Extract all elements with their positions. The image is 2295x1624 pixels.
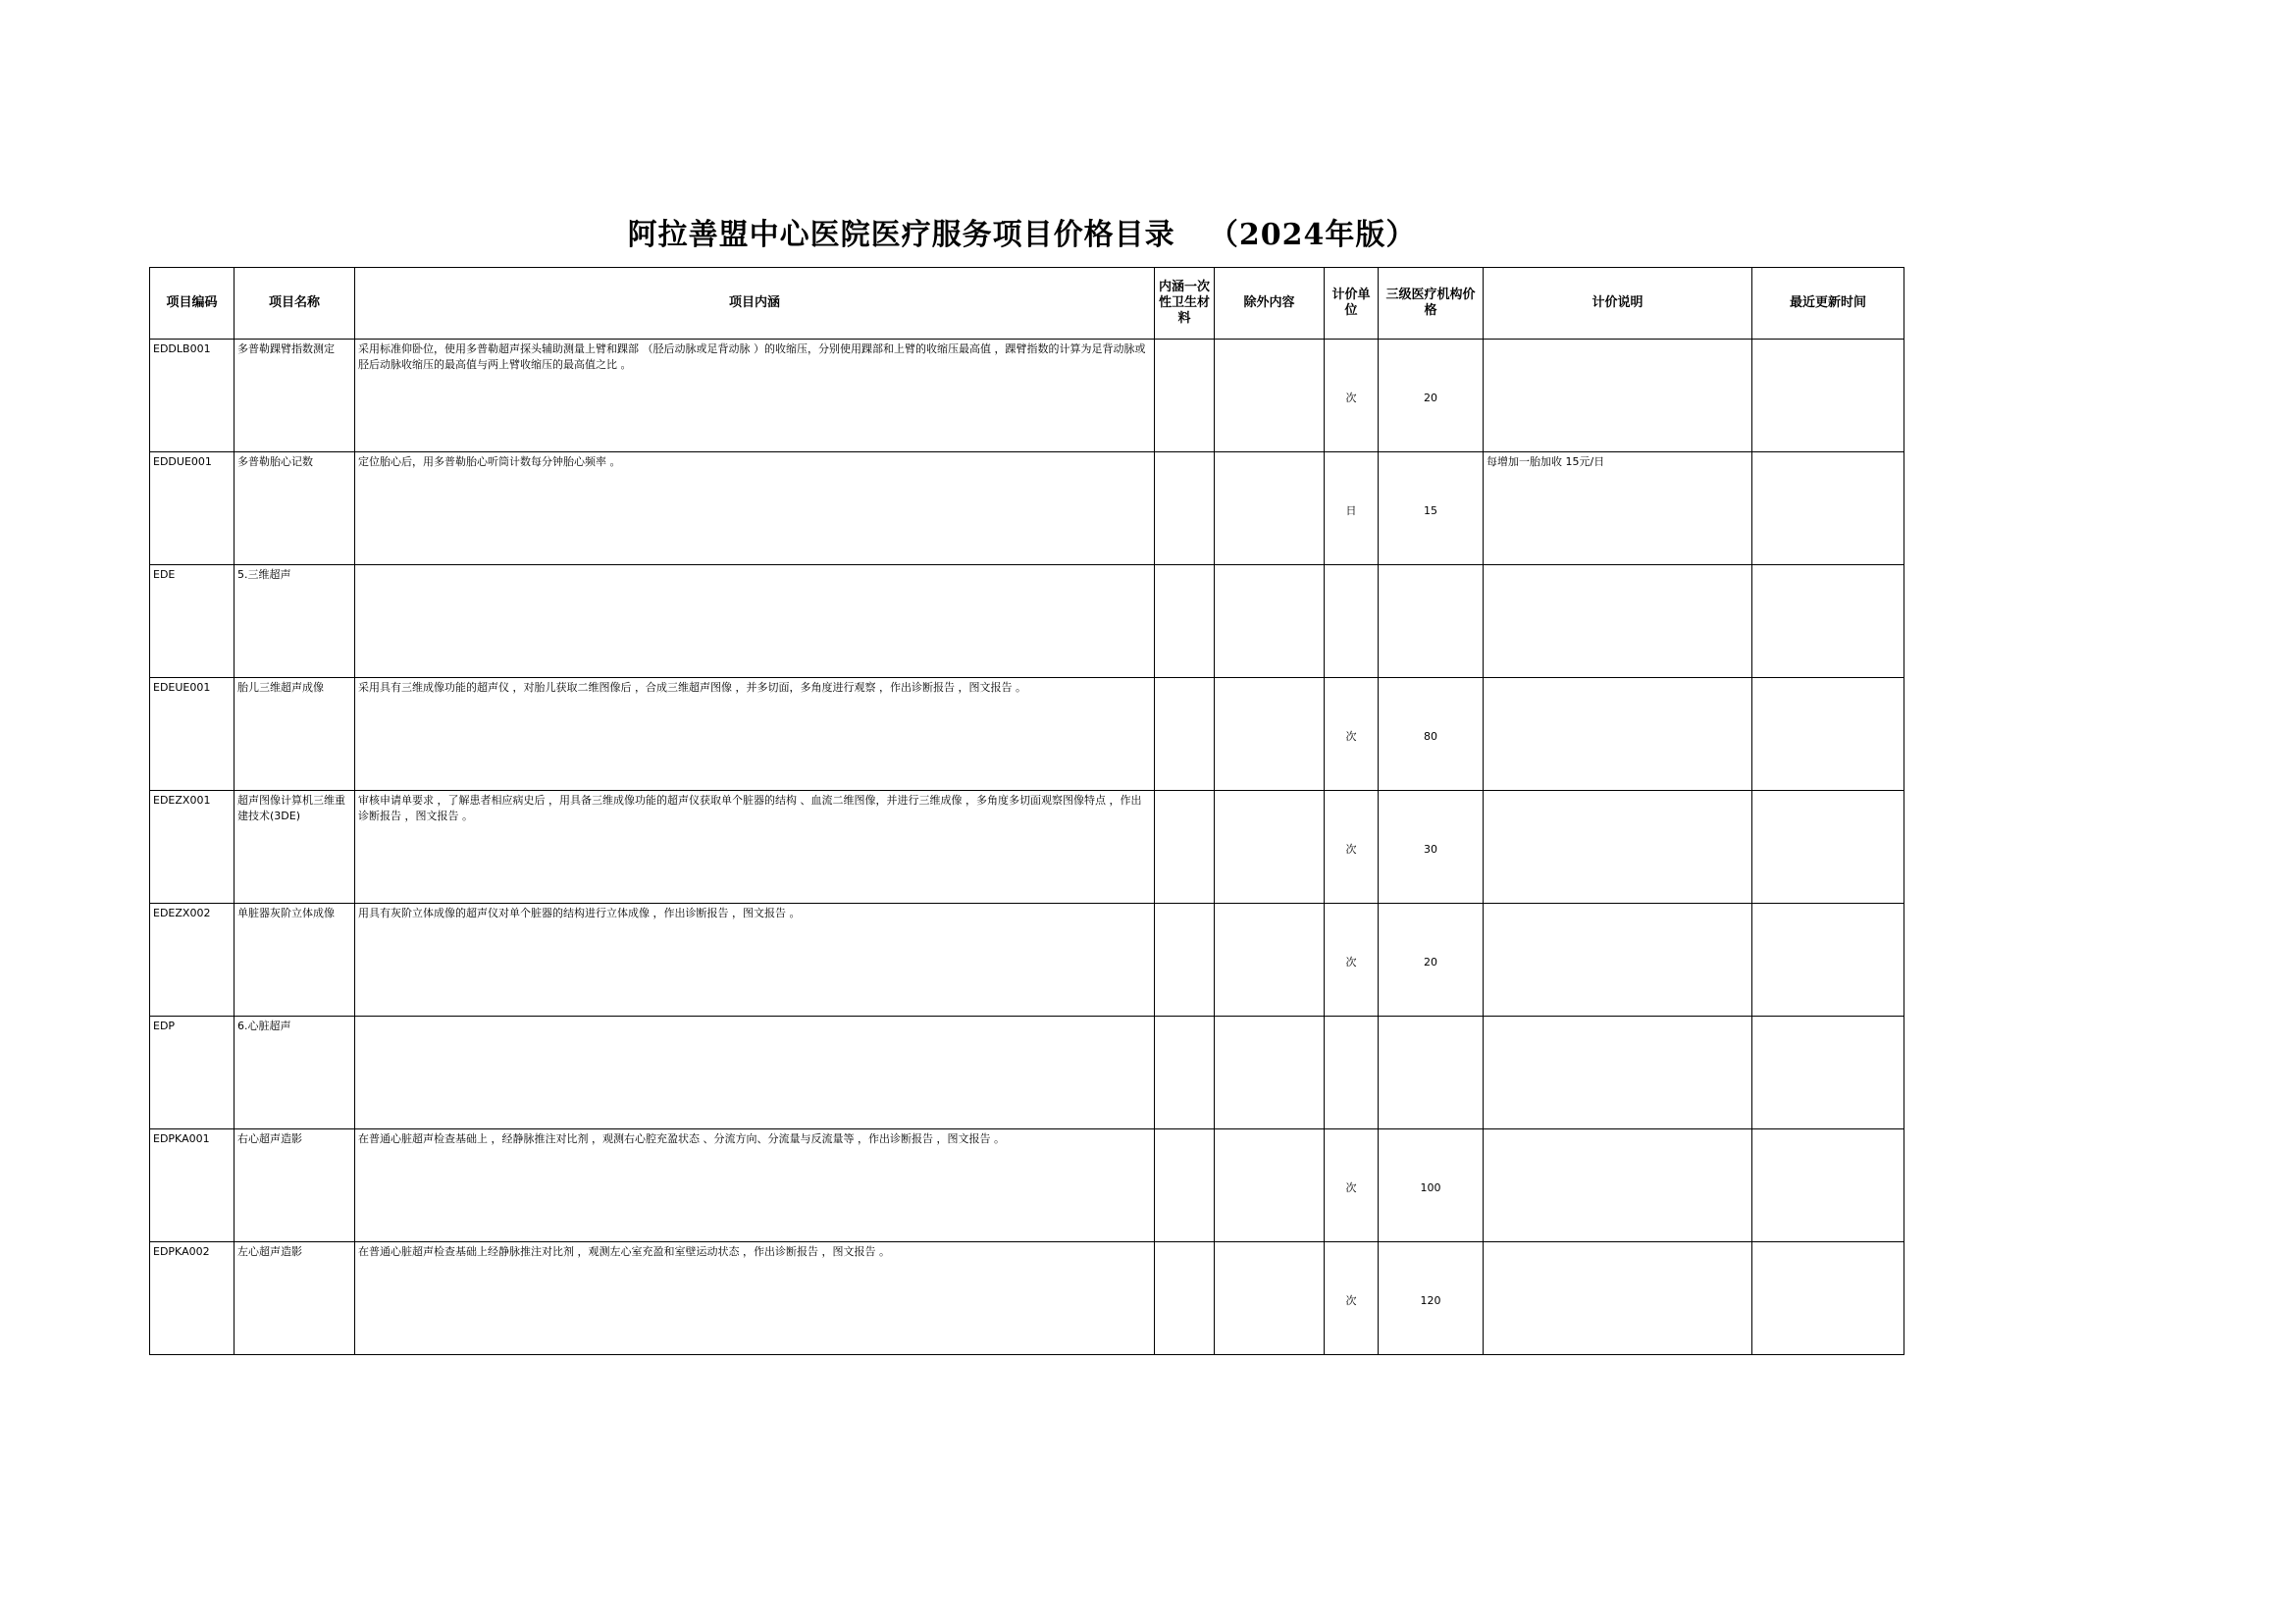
cell-name: 6.心脏超声 bbox=[235, 1017, 355, 1129]
cell-unit: 次 bbox=[1325, 791, 1379, 904]
cell-unit: 次 bbox=[1325, 1129, 1379, 1242]
table-row bbox=[150, 452, 1904, 565]
header-disposable: 内涵一次性卫生材料 bbox=[1155, 268, 1215, 340]
table-row bbox=[150, 791, 1904, 904]
header-name: 项目名称 bbox=[235, 268, 355, 340]
header-price: 三级医疗机构价格 bbox=[1379, 268, 1484, 340]
cell-unit: 次 bbox=[1325, 678, 1379, 791]
document-title: 阿拉善盟中心医院医疗服务项目价格目录 （2024年版） bbox=[627, 218, 1417, 252]
cell-code: EDEZX002 bbox=[150, 904, 235, 1017]
cell-note bbox=[1484, 1129, 1752, 1242]
cell-price: 100 bbox=[1379, 1129, 1484, 1242]
table-row bbox=[150, 904, 1904, 1017]
cell-price: 120 bbox=[1379, 1242, 1484, 1355]
cell-excluded bbox=[1215, 452, 1325, 565]
price-table bbox=[149, 267, 1904, 1355]
cell-content: 定位胎心后，用多普勒胎心听筒计数每分钟胎心频率 。 bbox=[355, 452, 1155, 565]
cell-price bbox=[1379, 565, 1484, 678]
header-code: 项目编码 bbox=[150, 268, 235, 340]
cell-updated bbox=[1752, 904, 1904, 1017]
cell-content: 用具有灰阶立体成像的超声仪对单个脏器的结构进行立体成像 ，作出诊断报告 ，图文报告 。 bbox=[355, 904, 1155, 1017]
cell-name: 多普勒踝臂指数测定 bbox=[235, 340, 355, 452]
cell-updated bbox=[1752, 452, 1904, 565]
cell-disposable bbox=[1155, 1242, 1215, 1355]
cell-code: EDPKA002 bbox=[150, 1242, 235, 1355]
cell-content: 在普通心脏超声检查基础上经静脉推注对比剂 ，观测左心室充盈和室壁运动状态 ，作出诊断报告 ，图文报告 。 bbox=[355, 1242, 1155, 1355]
cell-code: EDEZX001 bbox=[150, 791, 235, 904]
cell-unit: 次 bbox=[1325, 1242, 1379, 1355]
table-row bbox=[150, 678, 1904, 791]
cell-note bbox=[1484, 1242, 1752, 1355]
cell-updated bbox=[1752, 565, 1904, 678]
cell-price: 80 bbox=[1379, 678, 1484, 791]
cell-note bbox=[1484, 678, 1752, 791]
cell-name: 单脏器灰阶立体成像 bbox=[235, 904, 355, 1017]
cell-disposable bbox=[1155, 678, 1215, 791]
cell-code: EDDUE001 bbox=[150, 452, 235, 565]
cell-disposable bbox=[1155, 452, 1215, 565]
cell-note bbox=[1484, 904, 1752, 1017]
cell-content bbox=[355, 1017, 1155, 1129]
cell-updated bbox=[1752, 340, 1904, 452]
cell-disposable bbox=[1155, 1017, 1215, 1129]
header-content: 项目内涵 bbox=[355, 268, 1155, 340]
cell-excluded bbox=[1215, 904, 1325, 1017]
cell-name: 右心超声造影 bbox=[235, 1129, 355, 1242]
cell-excluded bbox=[1215, 1017, 1325, 1129]
cell-code: EDP bbox=[150, 1017, 235, 1129]
cell-unit: 日 bbox=[1325, 452, 1379, 565]
cell-excluded bbox=[1215, 791, 1325, 904]
cell-unit: 次 bbox=[1325, 904, 1379, 1017]
cell-content bbox=[355, 565, 1155, 678]
cell-name: 左心超声造影 bbox=[235, 1242, 355, 1355]
cell-note bbox=[1484, 791, 1752, 904]
cell-unit: 次 bbox=[1325, 340, 1379, 452]
cell-updated bbox=[1752, 791, 1904, 904]
cell-disposable bbox=[1155, 340, 1215, 452]
header-excluded: 除外内容 bbox=[1215, 268, 1325, 340]
table-row bbox=[150, 1017, 1904, 1129]
cell-unit bbox=[1325, 1017, 1379, 1129]
cell-disposable bbox=[1155, 791, 1215, 904]
cell-price: 30 bbox=[1379, 791, 1484, 904]
cell-price: 20 bbox=[1379, 904, 1484, 1017]
cell-updated bbox=[1752, 1017, 1904, 1129]
cell-code: EDDLB001 bbox=[150, 340, 235, 452]
cell-note bbox=[1484, 340, 1752, 452]
cell-excluded bbox=[1215, 1242, 1325, 1355]
cell-price bbox=[1379, 1017, 1484, 1129]
cell-code: EDE bbox=[150, 565, 235, 678]
table-header-row bbox=[150, 268, 1904, 340]
cell-content: 审核申请单要求 ，了解患者相应病史后 ，用具备三维成像功能的超声仪获取单个脏器的结构 、血流二维图像，并进行三维成像 ，多角度多切面观察图像特点 ，作出诊断报告 ，图文报告 。 bbox=[355, 791, 1155, 904]
cell-disposable bbox=[1155, 565, 1215, 678]
cell-unit bbox=[1325, 565, 1379, 678]
cell-content: 在普通心脏超声检查基础上 ，经静脉推注对比剂 ，观测右心腔充盈状态 、分流方向、分流量与反流量等 ，作出诊断报告 ，图文报告 。 bbox=[355, 1129, 1155, 1242]
cell-note bbox=[1484, 1017, 1752, 1129]
table-row bbox=[150, 1242, 1904, 1355]
table-row bbox=[150, 1129, 1904, 1242]
cell-note bbox=[1484, 565, 1752, 678]
cell-code: EDPKA001 bbox=[150, 1129, 235, 1242]
cell-name: 胎儿三维超声成像 bbox=[235, 678, 355, 791]
cell-disposable bbox=[1155, 904, 1215, 1017]
cell-name: 5.三维超声 bbox=[235, 565, 355, 678]
cell-content: 采用具有三维成像功能的超声仪 ，对胎儿获取二维图像后 ，合成三维超声图像 ，并多切面，多角度进行观察 ，作出诊断报告 ，图文报告 。 bbox=[355, 678, 1155, 791]
cell-excluded bbox=[1215, 565, 1325, 678]
cell-updated bbox=[1752, 1242, 1904, 1355]
cell-code: EDEUE001 bbox=[150, 678, 235, 791]
table-row bbox=[150, 340, 1904, 452]
cell-note: 每增加一胎加收 15元/日 bbox=[1484, 452, 1752, 565]
cell-updated bbox=[1752, 678, 1904, 791]
cell-updated bbox=[1752, 1129, 1904, 1242]
cell-name: 超声图像计算机三维重建技术(3DE) bbox=[235, 791, 355, 904]
cell-price: 20 bbox=[1379, 340, 1484, 452]
cell-excluded bbox=[1215, 1129, 1325, 1242]
header-updated: 最近更新时间 bbox=[1752, 268, 1904, 340]
header-unit: 计价单位 bbox=[1325, 268, 1379, 340]
table-row bbox=[150, 565, 1904, 678]
cell-content: 采用标准仰卧位，使用多普勒超声探头辅助测量上臂和踝部 （胫后动脉或足背动脉 ）的收缩压，分别使用踝部和上臂的收缩压最高值 ，踝臂指数的计算为足背动脉或胫后动脉收缩压的最高值与两上臂收缩压的最高值之比 。 bbox=[355, 340, 1155, 452]
cell-excluded bbox=[1215, 340, 1325, 452]
cell-name: 多普勒胎心记数 bbox=[235, 452, 355, 565]
cell-excluded bbox=[1215, 678, 1325, 791]
header-note: 计价说明 bbox=[1484, 268, 1752, 340]
cell-price: 15 bbox=[1379, 452, 1484, 565]
cell-disposable bbox=[1155, 1129, 1215, 1242]
